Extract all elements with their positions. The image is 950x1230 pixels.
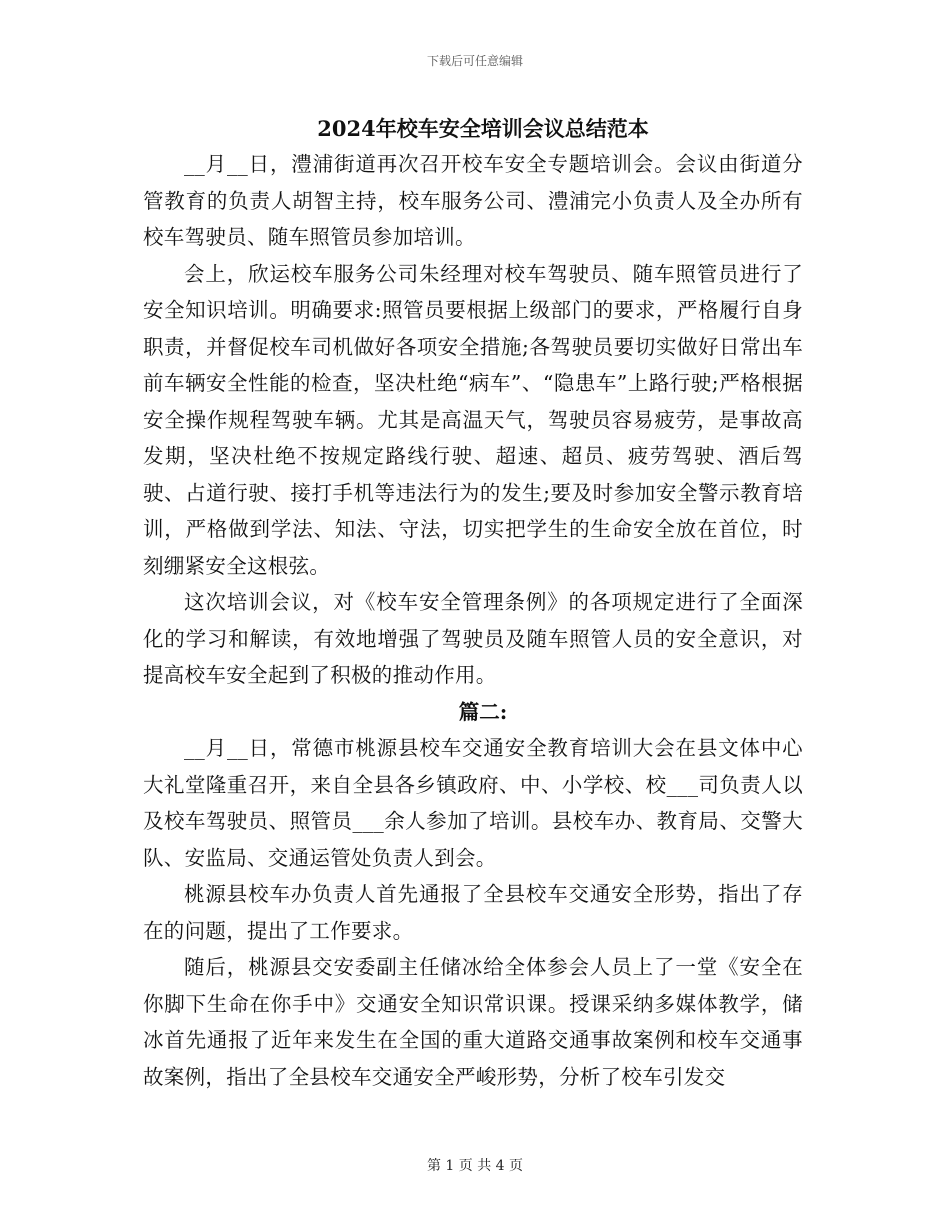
page-header-note: 下载后可任意编辑	[426, 54, 523, 68]
paragraph: 随后，桃源县交安委副主任储冰给全体参会人员上了一堂《安全在你脚下生命在你手中》交通安全知识常识课。授课采纳多媒体教学，储冰首先通报了近年来发生在全国的重大道路交通事故案例和校车交通事故案例，指出了全县校车交通安全严峻形势，分析了校车引发交	[143, 955, 803, 1089]
page-number: 第 1 页 共 4 页	[426, 1158, 524, 1174]
paragraph: 桃源县校车办负责人首先通报了全县校车交通安全形势，指出了存在的问题，提出了工作要求。	[143, 882, 803, 943]
paragraph: __月__日，常德市桃源县校车交通安全教育培训大会在县文体中心大礼堂隆重召开，来自全县各乡镇政府、中、小学校、校___司负责人以及校车驾驶员、照管员___余人参加了培训。县校车办、教育局、交警大队、安监局、交通运管处负责人到会。	[143, 736, 803, 870]
paragraph: __月__日，澧浦街道再次召开校车安全专题培训会。会议由街道分管教育的负责人胡智主持，校车服务公司、澧浦完小负责人及全办所有校车驾驶员、随车照管员参加培训。	[143, 152, 803, 249]
paragraph: 会上，欣运校车服务公司朱经理对校车驾驶员、随车照管员进行了安全知识培训。明确要求:照管员要根据上级部门的要求，严格履行自身职责，并督促校车司机做好各项安全措施;各驾驶员要切实做好日常出车前车辆安全性能的检查，坚决杜绝“病车”、“隐患车”上路行驶;严格根据安全操作规程驾驶车辆。尤其是高温天气，驾驶员容易疲劳，是事故高发期，坚决杜绝不按规定路线行驶、超速、超员、疲劳驾驶、酒后驾驶、占道行驶、接打手机等违法行为的发生;要及时参加安全警示教育培训，严格做到学法、知法、守法，切实把学生的生命安全放在首位，时刻绷紧安全这根弦。	[143, 261, 803, 578]
paragraph: 这次培训会议，对《校车安全管理条例》的各项规定进行了全面深化的学习和解读，有效地增强了驾驶员及随车照管人员的安全意识，对提高校车安全起到了积极的推动作用。	[143, 590, 803, 687]
section-heading: 篇二:	[458, 699, 508, 724]
document-body	[143, 112, 803, 1095]
document-title: 2024年校车安全培训会议总结范本	[317, 116, 649, 141]
